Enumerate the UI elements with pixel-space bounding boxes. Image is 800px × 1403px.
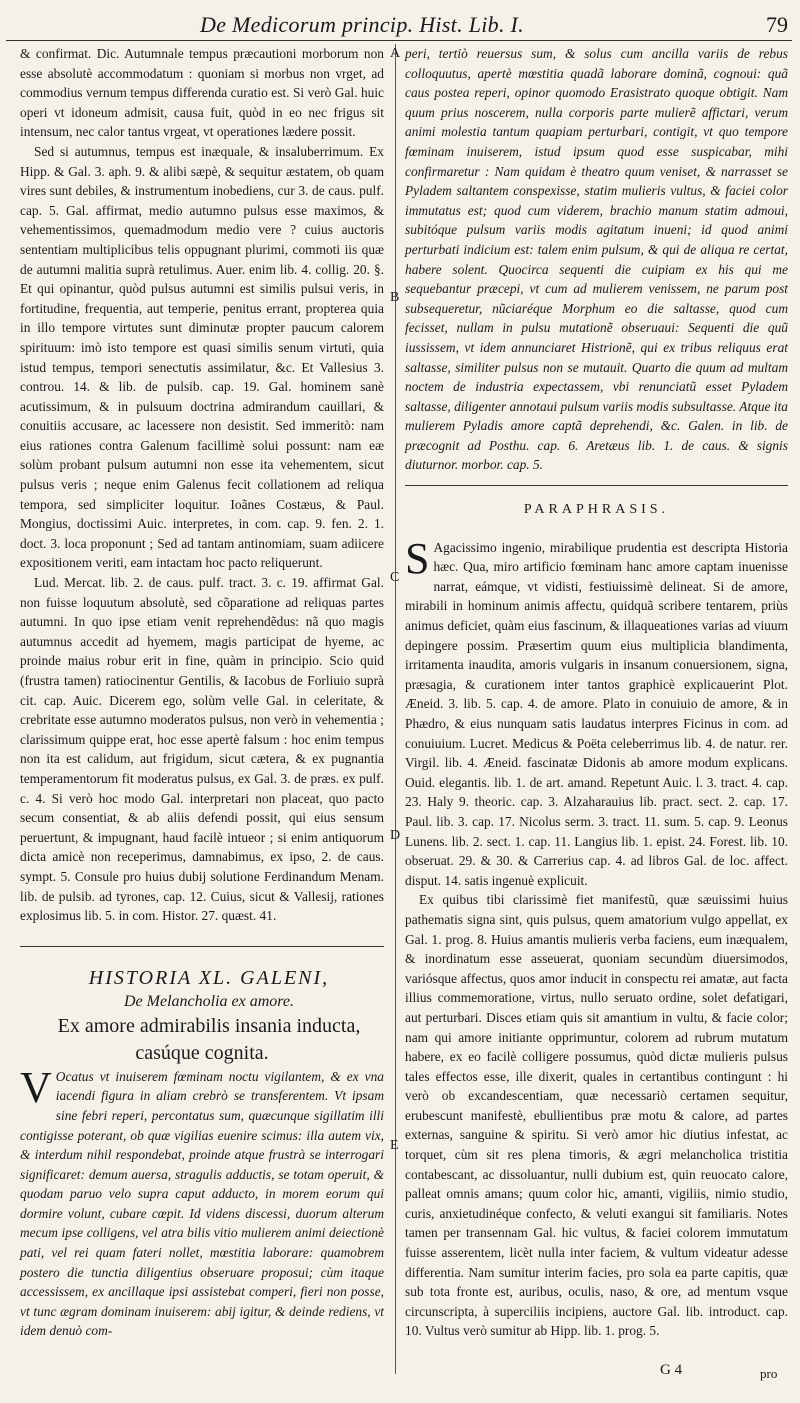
historia-text-body: Ocatus vt inuiserem fœminam noctu vigilantem, & ex vna iacendi figura in aliam crebrò se transferentem. Vt ipsam sine febri reperi, percontatus sum, quæcunque sigillatim illi contigisse poterant, ob quæ vigilias euenire scimus: illa autem vix, & interdum nihil respondebat, proinde atque frustrà se interrogari significaret: demum auersa, stragulis adductis, se totam operuit, & quodam paruo velo supra caput adducto, in morem eorum qui dormire volunt, cubare cœpit. Id videns discessi, duorum alterum mecum ipse colligens, vel atra bilis vitio mulierem animi deiectionè pati, vel rei quam fateri nollet, mœstitia laborare: quamobrem postero die tunctia diligentius obseruare proposui; cùm itaque accessissem, ex ancillaque ipsi assistebat comperi, fieri non posse, vt tunc ægram dominam inuiserem: abij igitur, & deinde rediens, vt idem denuò com-: [20, 1068, 384, 1339]
catchword: pro: [760, 1366, 778, 1381]
commentary-paragraph: & confirmat. Dic. Autumnale tempus præcautioni morborum non esse absolutè accommodatum : quoniam si morbus non vrget, ad commodius vernum tempus differenda curatio est. Si verò Gal. huic operi vt idoneum admisit, causa fuit, quòd in eo nec frigus sit intensum, nec calor tantus vrgeat, vt operationes lædere possit.: [20, 46, 384, 140]
margin-letter-e: E: [390, 1138, 399, 1153]
paraphrasis-paragraph: Ex quibus tibi clarissimè fiet manifestũ, quæ sæuissimi huius pathematis signa sint, quis pulsus, quem amatorium vulgo appellat, ex Gal. 1. prog. 8. Huius amantis mulieris verba faciens, eum inæqualem, & inordinatum esse asseuerat, quoniam secundùm diuersimodos, variósque affectus, quos amor inducit in conspectu rei amatæ, aut facta illius commemoratione, virtus, nullo seruato ordine, solet defatigari, aut perturbari. Disces etiam quis sit amantium in vultu, & facie color; nam qui amore initiante opprimuntur, colorem ad rubrum mutatum habere, ex eo facilè colligere possumus, quòd dictæ mulieris pulsus tales effectos esse, ille dixerit, quales in certantibus contingunt : hi verò ob excandescentiam, quæ necessariò certamen sequitur, erubescunt manifestè, ebullientibus præ motu & calore, ad partes externas, sanguine & spiritu. Si verò amor hic diutius infestat, ac torquet, cùm sit res plena timoris, & ægri melancholica tristitia contabescant, ac dissoluantur, nulli dubium est, quin reuocato calore, palleat omnis amans; quum color hic, amanti, vigiliis, nimio studio, curis, anxietudinéque confecto, & veluti exangui sit familiaris. Notes tamen per transennam Gal. hic vultus, & faciei colorem immutatum fuisse asserentem, licèt nulla inter faciem, & vultum videatur adesse differentia. Nam sumitur interim facies, pro sola ea parte capitis, quæ sub tota fronte est, auribus, oculis, naso, & ore, ad mentum vsque circunscripta, à superciliis incipiens, auctore Gal. lib. introduct. cap. 10. Vultus verò sumitur ab Hipp. lib. 1. prog. 5.: [405, 892, 788, 1339]
right-column: [405, 44, 788, 1341]
margin-letter-d: D: [390, 828, 401, 843]
historia-title: HISTORIA XL. GALENI,: [88, 966, 330, 989]
page-number: 79: [766, 12, 788, 37]
paraphrasis-heading: PARAPHRASIS.: [523, 502, 670, 518]
running-title: De Medicorum princip. Hist. Lib. I.: [200, 12, 524, 37]
running-head: [0, 12, 800, 42]
section-rule: [20, 946, 384, 947]
commentary-paragraph: Sed si autumnus, tempus est inæquale, & insaluberrimum. Ex Hipp. & Gal. 3. aph. 9. & alibi sæpè, & sequitur æstatem, ob quam vires sunt debiles, & instrumentum inobediens, cur 3. de caus. pulf. cap. 5. Gal. affirmat, medio autumno pulsus esse maximos, & vehementissimos, quemadmodum medio vere ? cuius auctoris sententiam multiplicibus telis oppugnant plurimi, commoti iis quæ de autumni malitia suprà retulimus. Auer. enim lib. 4. collig. 20. §. Et qui opinantur, quòd pulsus autumni est similis pulsui veris, in fortitudine, frequentia, aut temperie, penitus errant, propterea quia in illo tempore virtutes sunt diminutæ propter paucum calorem spirituum: imò isto tempore est quasi similis senum virtuti, quia istud tempus, tempori senectutis assimilatur, &c. Et Vallesius 3. controu. 14. & lib. de pulsib. cap. 19. Gal. hominem sanè acutissimum, & in pulsuum doctrina admirandum cauillari, & conuitiis accusare, ac lacessere non desistit. Sed immeritò: nam eius rationes contra Galenum facillimè solui possunt: nam eæ solùm probant pulsum autumni non esse ita vehementem, sicut pulsus veris ; neque enim Galenus fecit collationem ad reliqua tempora, sed simpliciter loquitur. Ioãnes Costæus, & Paul. Mongius, doctissimi Auic. interpretes, in com. cap. 9. fen. 2. 1. doct. 3. loca proponunt ; Sed ad tantam antinomiam, suam adiicere expositionem veriti, eam intactam hoc pacto reliquerunt.: [20, 143, 384, 571]
paraphrasis-text: [405, 533, 788, 891]
historia-subtitle: De Melancholia ex amore.: [123, 992, 294, 1010]
margin-letter-c: C: [390, 570, 400, 585]
drop-cap: V: [20, 1062, 52, 1112]
section-rule: [405, 485, 788, 486]
left-column: [20, 44, 384, 1341]
historia-text: [20, 1062, 384, 1341]
margin-letter-a: A: [390, 46, 401, 61]
drop-cap: S: [405, 533, 430, 583]
signature-mark: G 4: [660, 1362, 683, 1378]
commentary-paragraph: Lud. Mercat. lib. 2. de caus. pulf. tract. 3. c. 19. affirmat Gal. non fuisse loquutum absolutè, sed cõparatione ad reliquas partes autumni. In quo ipse etiam venit reprehendẽdus: nã quo magis autumnus accedit ad hyemem, magis participat de hyeme, ac proinde maius robur erit in fine, quàm in principio. Scio quid (frustra tamen) ratiocinentur Gentilis, & Iacobus de Forliuio suprà cit. cap. Auic. Dicerem ego, solùm velle Gal. in celeritate, & crebritate esse autumno moderatos pulsus, non verò in vehementia ; clarissimum quippe erat, hoc esse apertè falsum : hoc enim tempus non ita est calidum, aut frigidum, sicut cætera, & ex pugnantia temperamentorum fit moderatus pulsus, ex Gal. 3. de præs. ex pulf. c. 4. Si verò hoc modo Gal. interpretari non placeat, quo pacto secum consentiat, & ab aliis defendi possit, qui eius sensum peruertunt, & impugnant, haud facilè intueor ; si enim antiquorum dicta amicè non receperimus, damnabimus, ex ipso, 2. de caus. sympt. 5. Consule pro huius dubij solutione Ferdinandum Menam. lib. de pulsib. ad tyrones, cap. 12. Cuius, sicut & Vallesij, rationes explosimus lib. 5. in com. Histor. 27. quæst. 41.: [20, 575, 384, 924]
historia-heading: Ex amore admirabilis insania inducta, casúque cognita.: [57, 1014, 361, 1064]
header-rule: [6, 40, 792, 41]
historia-continuation: peri, tertiò reuersus sum, & solus cum ancilla variis de rebus colloquutus, apertè mœstitia quadã laborare dominã, cognoui: quã caus postea reperi, opinor quomodo Erasistrato quoque obtigit. Nam quum prius noscerem, nulla corporis parte mulierẽ affictari, verum animi molestia tantum quapiam perturbari, contigit, vt quo tempore fœminam inuiserem, istud ipsum quod esse suspicabar, mihi confirmaretur : Nam quidam è theatro quum veniset, & narrasset se Pyladem saltantem conspexisse, statim mulieris vultus, & faciei color immutatus est; quod cum viderem, brachio manum statim admoui, subitóque pulsum variis modis agitatum inueni; id quod animi perturbati indicium est: talem enim pulsum, & qui de aliqua re certat, habere solent. Quocirca sequenti die cuipiam ex his qui me sequebantur præcepi, vt cum ad mulierem venissem, ne parum post subsequeretur, nũciaréque Morphum eo die saltasse, quod cum fecisset, nullam in pulsu mutationẽ obseruaui: Sequenti die quũ iussissem, vt idem annunciaret Histrionẽ, qui ex tribus reliquus erat saltasse, similiter pulsus non se mutauit. Quarto die quum ad multam noctem de industria expectassem, vbi renunciatũ esset Pyladem saltasse, diligenter annotaui pulsum variis modis subsultasse. Atque ita mulierem Pyladis amore captã deprehendi, &c. Galen. in lib. de præcognit ad Posthu. cap. 6. Aretæus lib. 1. de caus. & signis diuturnor. morbor. cap. 5.: [405, 46, 788, 473]
margin-letter-b: B: [390, 290, 400, 305]
paraphrasis-text-body: Agacissimo ingenio, mirabilique prudentia est descripta Historia hæc. Qua, miro artificio fœminam hanc amore captam inuenisse narrat, eámque, vt vidisti, festiuissimè delineat. Si de amore, mirabili in hominum animis affectu, quidquã scribere tentarem, priùs animus deficiet, quàm eius fascinum, & illaqueationes varias ad viuum depingere possim. Præsertim quum eius multiplicia blandimenta, irritamenta inaudita, amoris vulgaris in insanum conuersionem, signa, præsagia, & curationem inter tantos graphicè explicauerint Plot. Æneid. 3. lib. 5. cap. 4. de amore. Plato in conuiuio de amore, & in Phædro, & eius nunquam satis laudatus interpres Ficinus in com. ad conuiuium. Lucret. Medicus & Poëta celeberrimus lib. 4. de natur. rer. Virgil. lib. 4. Æneid. fascinatæ Didonis ab amore modum explicans. Ouid. elegantis. lib. 1. de art. amand. Repetunt Auic. l. 3. tract. 4. cap. 23. Haly 9. theoric. cap. 3. Alzaharauius lib. pract. sect. 2. cap. 17. Paul. lib. 3. cap. 17. Nicolus serm. 3. tract. 11. sum. 5. cap. 9. Leonus Lunens. lib. 2. sect. 1. cap. 11. Langius lib. 1. epist. 24. Forest. lib. 10. obseruat. 29. & 30. & Carrerius cap. 4. ad libros Gal. de loc. affect. disput. 14. satis ingenuè explicuit.: [405, 539, 788, 888]
column-divider: [395, 44, 396, 1374]
